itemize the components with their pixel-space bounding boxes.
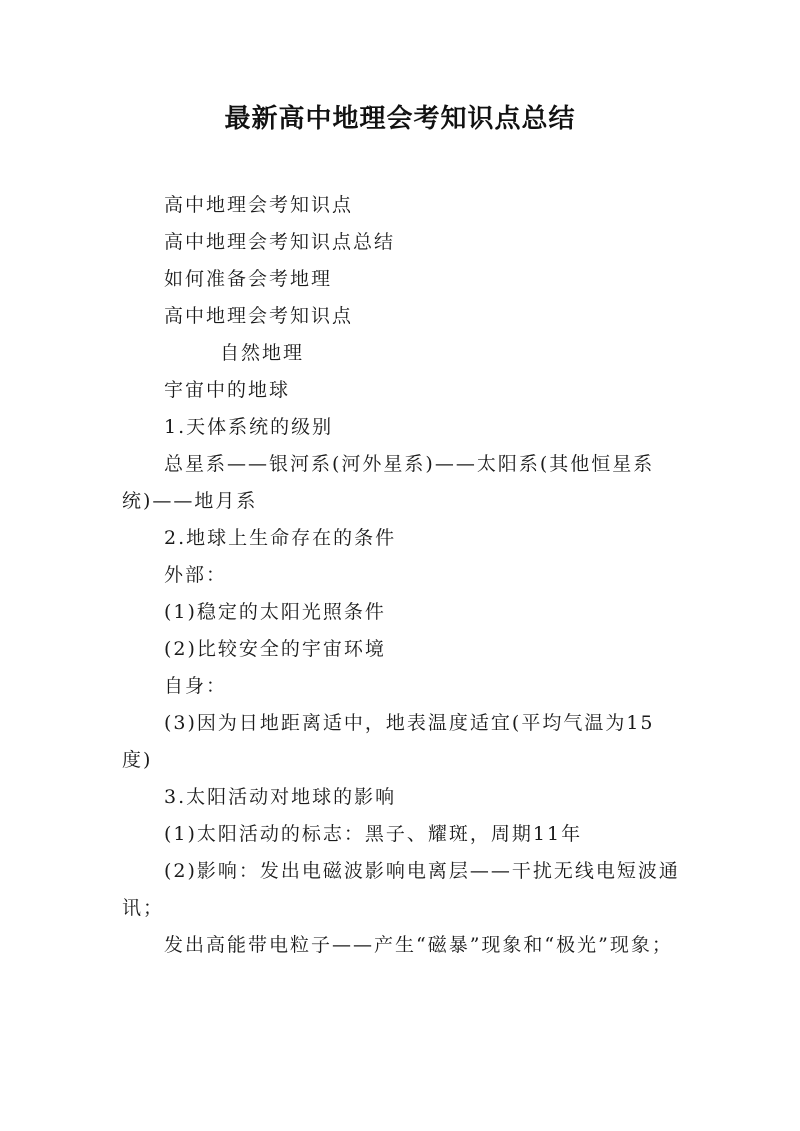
- paragraph: 外部：: [164, 564, 228, 586]
- paragraph: 宇宙中的地球: [164, 379, 291, 401]
- paragraph: 高中地理会考知识点: [164, 305, 354, 327]
- paragraph: 高中地理会考知识点: [164, 194, 354, 216]
- paragraph: (1)太阳活动的标志：黑子、耀斑，周期11年: [164, 823, 583, 845]
- paragraph: 1.天体系统的级别: [164, 416, 334, 438]
- paragraph: 如何准备会考地理: [164, 268, 333, 290]
- document-body: [122, 187, 682, 964]
- paragraph: 总星系——银河系(河外星系)——太阳系(其他恒星系统)——地月系: [122, 453, 655, 512]
- document-title: 最新高中地理会考知识点总结: [224, 104, 576, 134]
- paragraph: 发出高能带电粒子——产生“磁暴”现象和“极光”现象；: [164, 934, 673, 956]
- paragraph: (3)因为日地距离适中，地表温度适宜(平均气温为15度): [122, 712, 655, 771]
- paragraph: (1)稳定的太阳光照条件: [164, 601, 386, 623]
- paragraph: 高中地理会考知识点总结: [164, 231, 396, 253]
- paragraph: 3.太阳活动对地球的影响: [164, 786, 397, 808]
- paragraph: 2.地球上生命存在的条件: [164, 527, 397, 549]
- paragraph: (2)比较安全的宇宙环境: [164, 638, 386, 660]
- paragraph: 自身：: [164, 675, 228, 697]
- section-heading: 自然地理: [220, 342, 305, 364]
- paragraph: (2)影响：发出电磁波影响电离层——干扰无线电短波通讯；: [122, 860, 680, 919]
